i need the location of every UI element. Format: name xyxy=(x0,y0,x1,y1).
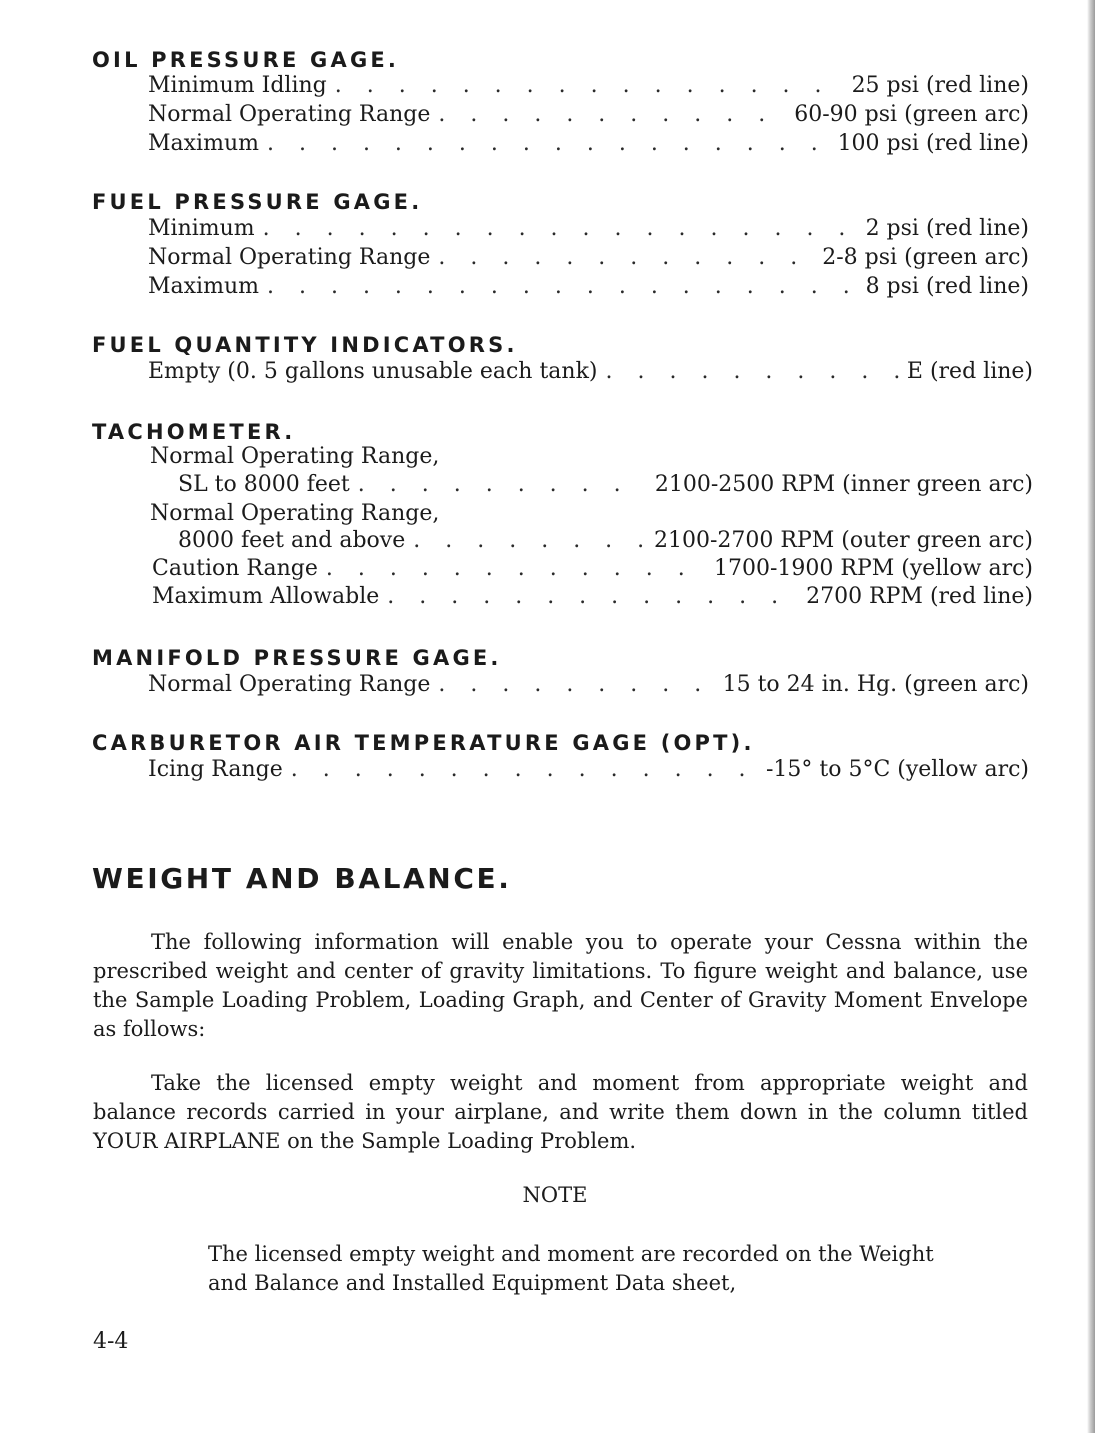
row-value: E (red line) xyxy=(906,359,1033,384)
row-value: 2700 RPM (red line) xyxy=(806,584,1033,609)
leader-dots xyxy=(387,584,798,609)
tach-sl-8000-row xyxy=(178,472,1033,502)
leader-dots xyxy=(438,102,786,127)
row-label: Maximum xyxy=(148,274,259,299)
leader-dots xyxy=(267,274,858,299)
oil-pressure-heading: OIL PRESSURE GAGE. xyxy=(92,48,400,72)
fuel-pressure-min-row xyxy=(148,216,1029,246)
row-label: Normal Operating Range xyxy=(148,102,431,127)
tach-caution-row xyxy=(152,556,1033,586)
manifold-normal-row xyxy=(148,672,1029,702)
carb-icing-row xyxy=(148,757,1029,787)
row-label: Normal Operating Range xyxy=(148,672,431,697)
fuel-pressure-normal-row xyxy=(148,245,1029,275)
row-value: 2-8 psi (green arc) xyxy=(822,245,1029,270)
fuel-pressure-heading: FUEL PRESSURE GAGE. xyxy=(92,190,423,214)
fuel-quantity-heading: FUEL QUANTITY INDICATORS. xyxy=(92,333,518,357)
row-label: Minimum xyxy=(148,216,255,241)
weight-balance-paragraph-2: Take the licensed empty weight and moment from appropriate weight and balance records carried in your airplane, and write them down in the column titled YOUR AIRPLANE on the Sample Loading Problem. xyxy=(93,1071,1028,1153)
leader-dots xyxy=(413,528,646,553)
fuel-quantity-empty-row xyxy=(148,359,1033,389)
note-text: The licensed empty weight and moment are recorded on the Weight and Balance and Installed Equipment Data sheet, xyxy=(208,1242,934,1295)
note-title: NOTE xyxy=(522,1183,588,1207)
leader-dots xyxy=(438,245,814,270)
tach-max-row xyxy=(152,584,1033,614)
row-label: Maximum xyxy=(148,131,259,156)
oil-maximum-row xyxy=(148,131,1029,161)
tach-normal-label-1: Normal Operating Range, xyxy=(150,444,440,469)
leader-dots xyxy=(326,556,706,581)
row-value: 1700-1900 RPM (yellow arc) xyxy=(714,556,1033,581)
row-value: 60-90 psi (green arc) xyxy=(794,102,1029,127)
row-value: 2100-2500 RPM (inner green arc) xyxy=(654,472,1033,497)
row-value: 15 to 24 in. Hg. (green arc) xyxy=(722,672,1029,697)
weight-balance-paragraph-1: The following information will enable you to operate your Cessna within the prescribed weight and center of gravity limitations. To figure weight and balance, use the Sample Loading Problem, Loading Graph, and Center of Gravity Moment Envelope as follows: xyxy=(93,930,1028,1041)
leader-dots xyxy=(438,672,714,697)
leader-dots xyxy=(358,472,647,497)
leader-dots xyxy=(267,131,830,156)
row-label: Minimum Idling xyxy=(148,73,327,98)
row-value: 2 psi (red line) xyxy=(865,216,1029,241)
row-value: 8 psi (red line) xyxy=(865,274,1029,299)
row-label: 8000 feet and above xyxy=(178,528,406,553)
page-binding-edge xyxy=(1087,0,1095,1433)
manifold-pressure-heading: MANIFOLD PRESSURE GAGE. xyxy=(92,646,502,670)
tach-8000-above-row xyxy=(178,528,1033,558)
oil-min-idling-row xyxy=(148,73,1029,103)
leader-dots xyxy=(291,757,758,782)
row-value: 25 psi (red line) xyxy=(851,73,1029,98)
fuel-pressure-max-row xyxy=(148,274,1029,304)
row-value: 2100-2700 RPM (outer green arc) xyxy=(654,528,1033,553)
tachometer-heading: TACHOMETER. xyxy=(92,420,296,444)
row-label: Icing Range xyxy=(148,757,283,782)
weight-balance-title: WEIGHT AND BALANCE. xyxy=(92,862,512,895)
page-number: 4-4 xyxy=(93,1329,129,1354)
row-label: Caution Range xyxy=(152,556,318,581)
row-label: Maximum Allowable xyxy=(152,584,380,609)
oil-normal-range-row xyxy=(148,102,1029,132)
row-label: SL to 8000 feet xyxy=(178,472,350,497)
leader-dots xyxy=(606,359,899,384)
row-label: Normal Operating Range xyxy=(148,245,431,270)
row-value: 100 psi (red line) xyxy=(837,131,1029,156)
leader-dots xyxy=(263,216,858,241)
row-value: -15° to 5°C (yellow arc) xyxy=(765,757,1029,782)
row-label: Empty (0. 5 gallons unusable each tank) xyxy=(148,359,598,384)
tach-normal-label-2: Normal Operating Range, xyxy=(150,501,440,526)
leader-dots xyxy=(335,73,844,98)
carb-air-temp-heading: CARBURETOR AIR TEMPERATURE GAGE (OPT). xyxy=(92,731,755,755)
